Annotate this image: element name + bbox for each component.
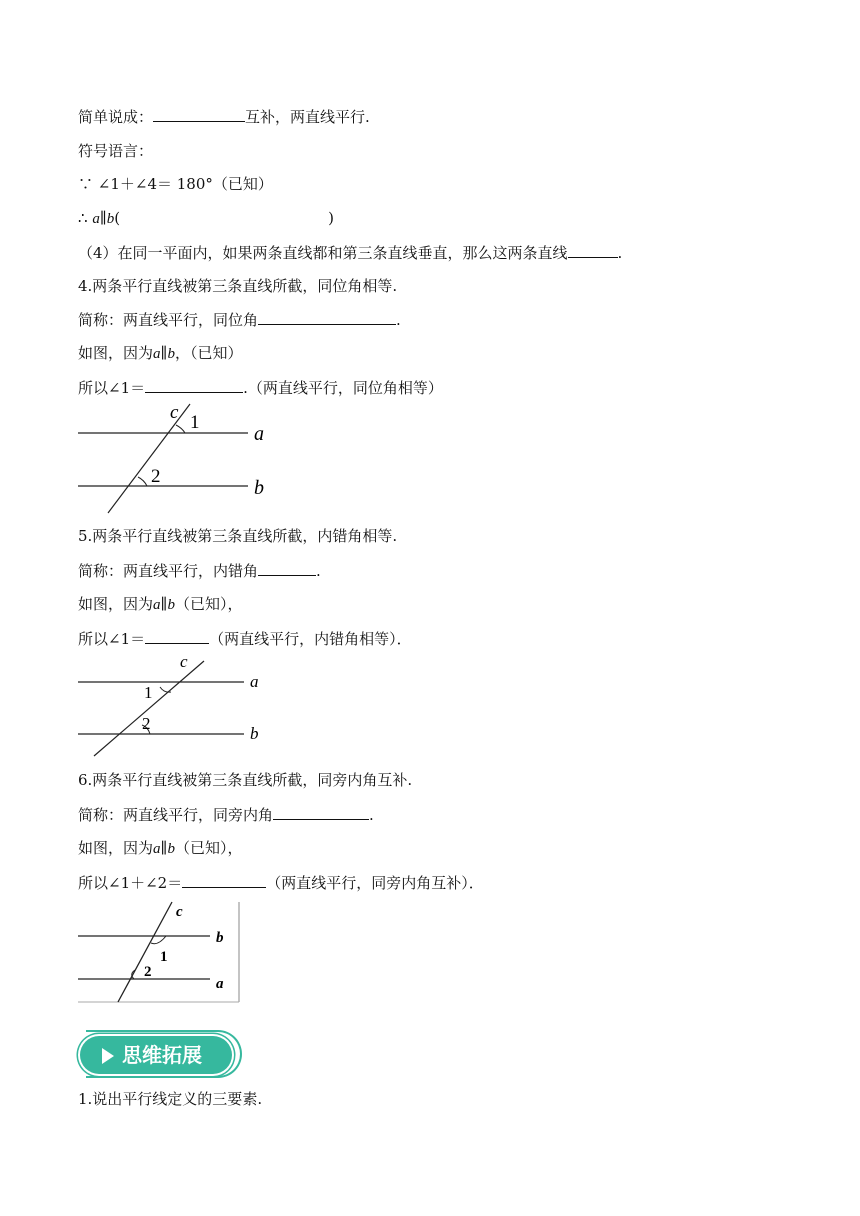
answer-blank[interactable]	[153, 106, 245, 122]
answer-blank[interactable]	[145, 377, 243, 393]
section-6-conclusion: 所以∠1＋∠2＝ （两直线平行，同旁内角互补）．	[78, 874, 484, 892]
label-1: 1	[190, 412, 200, 433]
angle-2-arc	[138, 477, 147, 486]
transversal-c	[94, 661, 204, 756]
label-c: c	[176, 904, 183, 920]
reason-blank[interactable]	[120, 208, 328, 223]
figure-alternate-angles	[78, 652, 278, 760]
section-6-short: 简称：两直线平行，同旁内角 .	[78, 806, 374, 824]
answer-blank[interactable]	[145, 628, 209, 644]
section-4-short: 简称：两直线平行，同位角 .	[78, 311, 401, 329]
label-a: a	[216, 976, 224, 992]
section-4-conclusion: 所以∠1＝ .（两直线平行，同位角相等）	[78, 379, 443, 397]
section-4-given: 如图，因为a∥b，（已知）	[78, 344, 243, 362]
label-a: a	[254, 423, 264, 445]
label-2: 2	[151, 466, 161, 487]
label-1: 1	[144, 683, 153, 702]
section-5-conclusion: 所以∠1＝ （两直线平行，内错角相等）．	[78, 630, 412, 648]
answer-blank[interactable]	[273, 804, 369, 820]
label-a: a	[250, 672, 259, 691]
answer-blank[interactable]	[568, 242, 618, 258]
label-2: 2	[144, 964, 152, 980]
extension-question-1: 1.说出平行线定义的三要素.	[78, 1090, 263, 1108]
item-4: （4）在同一平面内，如果两条直线都和第三条直线垂直，那么这两条直线 .	[78, 244, 623, 262]
answer-blank[interactable]	[182, 872, 266, 888]
label-c: c	[170, 402, 179, 423]
figure-interior-angles	[78, 898, 248, 1006]
label-b: b	[254, 477, 264, 499]
therefore-line: ∴ a∥b( )	[78, 209, 334, 227]
section-4-title: 4.两条平行直线被第三条直线所截，同位角相等.	[78, 277, 398, 295]
thinking-extension-banner	[78, 1030, 244, 1080]
label-1: 1	[160, 949, 168, 965]
label-b: b	[216, 930, 224, 946]
banner-label: 思维拓展	[122, 1043, 202, 1067]
label-b: b	[250, 724, 259, 743]
section-6-given: 如图，因为a∥b（已知），	[78, 839, 243, 857]
short-statement-3: 简单说成： 互补，两直线平行.	[78, 108, 370, 126]
answer-blank[interactable]	[258, 560, 316, 576]
figure-corresponding-angles	[78, 400, 278, 515]
because-line: ∵ ∠1＋∠4＝ 180°（已知）	[78, 175, 273, 193]
section-5-given: 如图，因为a∥b（已知），	[78, 595, 243, 613]
section-5-short: 简称：两直线平行，内错角 .	[78, 562, 321, 580]
label-2: 2	[142, 714, 151, 733]
symbol-language-label: 符号语言：	[78, 142, 154, 160]
label-c: c	[180, 652, 188, 671]
play-icon	[102, 1048, 114, 1064]
section-6-title: 6.两条平行直线被第三条直线所截，同旁内角互补.	[78, 771, 413, 789]
section-5-title: 5.两条平行直线被第三条直线所截，内错角相等.	[78, 527, 398, 545]
answer-blank[interactable]	[258, 309, 396, 325]
angle-1-arc	[176, 425, 185, 433]
